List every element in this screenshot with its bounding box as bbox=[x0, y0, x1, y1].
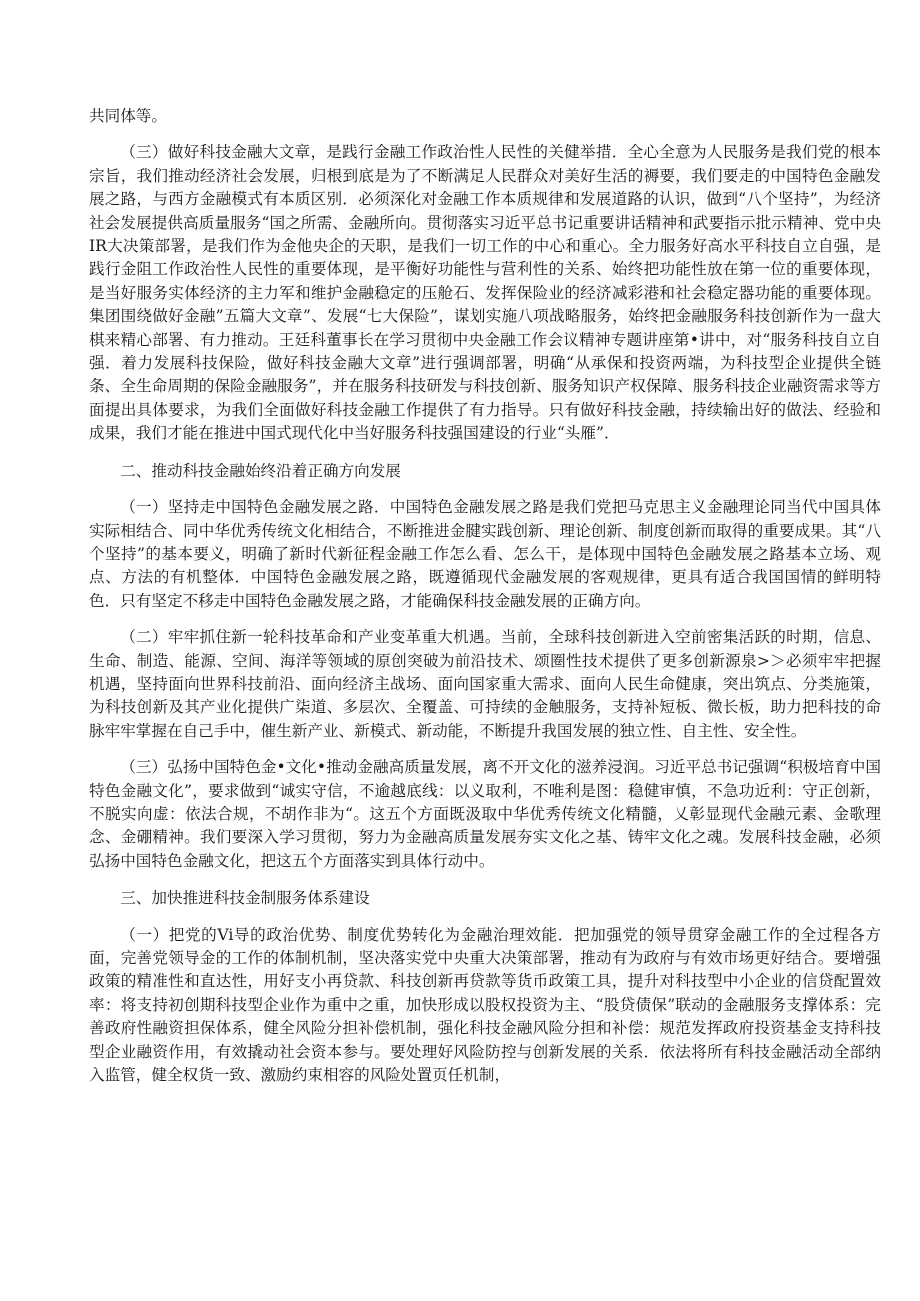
paragraph-chinese-finance-path: （一）坚持走中国特色金融发展之路．中国特色金融发展之路是我们党把马克思主义金融理论同当代中国具体实际相结合、同中华优秀传统文化相结合，不断推进金腱实践创新、理论创新、制度创新而取得的重要成果。其“八个坚持”的基本要义，明确了新时代新征程金融工作怎么看、怎么干，是体现中国特色金融发展之路基本立场、观点、方法的有机整体．中国特色金融发展之路，既遵循现代金融发展的客观规律，更具有适合我国国情的鲜明特色．只有坚定不移走中国特色金融发展之路，才能确保科技金融发展的正确方向。 bbox=[89, 498, 881, 610]
paragraph-party-leadership: （一）把党的Vi导的政治优势、制度优势转化为金融治理效能．把加强党的领导贯穿金融工作的全过程各方面，完善党领导金的工作的体制机制，坚决落实党中央重大决策部署，推动有为政府与有效市场更好结合。要增强政策的精准性和直达性，用好支小再贷款、科技创新再贷款等货币政策工具，提升对科技型中小企业的信贷配置效率：将支持初创期科技型企业作为重中之重，加快形成以股权投资为主、“股贷债保”联动的金融服务支撑体系：完善政府性融资担保体系，健全风险分担补偿机制，强化科技金融风险分担和补偿：规范发挥政府投资基金支持科技型企业融资作用，有效撬动社会资本参与。要处理好风险防控与创新发展的关系．依法将所有科技金融活动全部纳入监管，健全权货一致、激励约束相容的风险处置页任机制， bbox=[89, 925, 881, 1085]
section-heading-3: 三、加快推进科技金制服务体系建设 bbox=[120, 889, 370, 908]
paragraph-continuation: 共同体等。 bbox=[89, 107, 167, 125]
document-page bbox=[89, 105, 881, 1087]
paragraph-tech-finance-article: （三）做好科技金融大文章，是践行金融工作政治性人民性的关健举措．全心全意为人民服务是我们党的根本宗旨，我们推动经济社会发展，归根到底是为了不断满足人民群众对美好生活的褥要，我们要走的中国特色金融发展之路，与西方金融模式有本质区别．必须深化对金融工作本质规律和发展道路的认识，做到“八个坚持”，为经济社会发展提供高质量服务“国之所需、金融所向。贯彻落实习近平总书记重要讲话精神和武要指示批示精神、党中央IR大决策部署，是我们作为金他央企的天职，是我们一切工作的中心和重心。全力服务好高水平科技自立自强，是践行金阻工作政治性人民性的重要体现，是平衡好功能性与营利性的关系、始终把功能性放在第一位的重要体现，是当好服务实体经济的主力军和维护金融稳定的压舱石、发挥保险业的经济减彩港和社会稳定器功能的重要体现。集团围绕做好金融”五篇大文章”、发展“七大保险”，谋划实施八项战略服务，始终把金融服务科技创新作为一盘大棋来精心部署、有力推动。王廷科董事长在学习贯彻中央金融工作会议精神专题讲座第•讲中，对“服务科技自立自强．着力发展科技保险，做好科技金融大文章”进行强调部署，明确“从承保和投资两端，为科技型企业提供全链条、全生命周期的保险金融服务”，并在服务科技研发与科技创新、服务知识产权保障、服务科技企业融资需求等方面提出具体要求，为我们全面做好科技金融工作提供了有力指导。只有做好科技金融，持续输出好的做法、经验和成果，我们才能在推进中国式现代化中当好服务科技强国建设的行业“头雁”． bbox=[89, 143, 881, 443]
paragraph-tech-revolution: （二）牢牢抓住新一轮科技革命和产业变革重大机遇。当前，全球科技创新进入空前密集活跃的时期，信息、生命、制造、能源、空间、海洋等领域的原创突破为前沿技术、颂圈性技术提供了更多创新源泉>＞必须牢牢把握机遇，坚持面向世界科技前沿、面向经济主战场、面向国家重大需求、面向人民生命健康，突出筑点、分类施策，为科技创新及其产业化提供广柒道、多层次、全覆盖、可持续的金触服务，支持补短板、微长板，助力把科技的命脉牢牢掌握在自己手中，催生新产业、新模式、新动能，不断提升我国发展的独立性、自主性、安全性。 bbox=[89, 628, 881, 740]
paragraph-finance-culture: （三）弘扬中国特色金•文化•推动金融高质量发展，离不开文化的滋养浸润。习近平总书记强调“积极培育中国特色金融文化”，要求做到“诚实守信，不逾越底线：以义取利，不唯利是图：稳健审慎，不急功近利：守正创新，不脱实向虚：依法合规，不胡作非为“。这五个方面既汲取中华优秀传统文化精髓，乂彰显现代金融元素、金歌理念、金硼精神。我们要深入学习贯彻，努力为金融高质量发展夯实文化之基、铸牢文化之魂。发展科技金融，必须弘扬中国特色金融文化，把这五个方面落实到具体行动中。 bbox=[89, 758, 881, 870]
section-heading-2: 二、推动科技金融始终沿着正确方向发展 bbox=[120, 461, 401, 480]
